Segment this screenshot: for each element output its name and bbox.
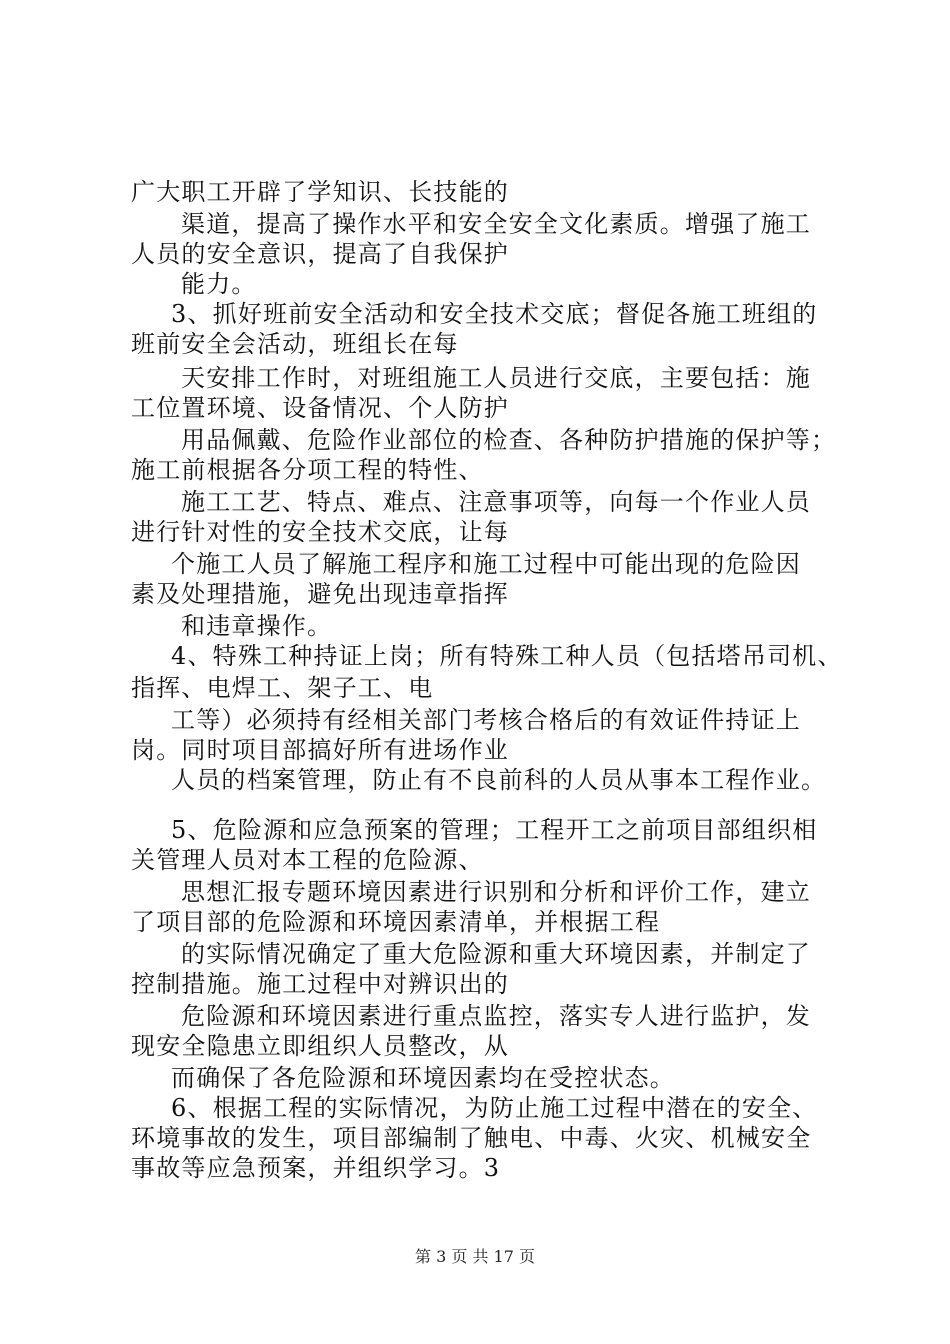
text-line: 班前安全会活动，班组长在每	[131, 330, 459, 358]
text-line: 6、根据工程的实际情况，为防止施工过程中潜在的安全、	[171, 1094, 818, 1122]
text-line: 环境事故的发生，项目部编制了触电、中毒、火灾、机械安全	[131, 1124, 812, 1152]
text-line: 控制措施。施工过程中对辨识出的	[131, 970, 509, 998]
text-line: 4、特殊工种持证上岗；所有特殊工种人员（包括塔吊司机、	[171, 642, 843, 670]
text-line: 而确保了各危险源和环境因素均在受控状态。	[171, 1064, 675, 1092]
page-number-footer: 第 3 页 共 17 页	[415, 1247, 535, 1266]
text-line: 人员的安全意识，提高了自我保护	[131, 240, 509, 268]
text-line: 工等）必须持有经相关部门考核合格后的有效证件持证上	[171, 706, 801, 734]
text-line: 施工工艺、特点、难点、注意事项等，向每一个作业人员	[181, 488, 811, 516]
text-line: 素及处理措施，避免出现违章指挥	[131, 580, 509, 608]
text-line: 5、危险源和应急预案的管理；工程开工之前项目部组织相	[171, 816, 818, 844]
text-line: 能力。	[181, 270, 257, 298]
text-line: 危险源和环境因素进行重点监控，落实专人进行监护，发	[181, 1002, 811, 1030]
text-line: 天安排工作时，对班组施工人员进行交底，主要包括：施	[181, 364, 811, 392]
text-line: 工位置环境、设备情况、个人防护	[131, 394, 509, 422]
text-line: 用品佩戴、危险作业部位的检查、各种防护措施的保护等；	[181, 426, 837, 454]
text-line: 人员的档案管理，防止有不良前科的人员从事本工程作业。	[171, 766, 827, 794]
text-line: 关管理人员对本工程的危险源、	[131, 846, 484, 874]
text-line: 岗。同时项目部搞好所有进场作业	[131, 736, 509, 764]
text-line: 思想汇报专题环境因素进行识别和分析和评价工作，建立	[181, 878, 811, 906]
text-line: 和违章操作。	[181, 612, 333, 640]
text-line: 3、抓好班前安全活动和安全技术交底；督促各施工班组的	[171, 300, 818, 328]
text-line: 进行针对性的安全技术交底，让每	[131, 518, 509, 546]
text-line: 现安全隐患立即组织人员整改，从	[131, 1032, 509, 1060]
text-line: 广大职工开辟了学知识、长技能的	[131, 178, 509, 206]
text-line: 指挥、电焊工、架子工、电	[131, 674, 434, 702]
text-line: 了项目部的危险源和环境因素清单，并根据工程	[131, 908, 661, 936]
text-line: 施工前根据各分项工程的特性、	[131, 456, 484, 484]
text-line: 渠道，提高了操作水平和安全安全文化素质。增强了施工	[181, 210, 811, 238]
text-line: 个施工人员了解施工程序和施工过程中可能出现的危险因	[171, 550, 801, 578]
text-line: 事故等应急预案，并组织学习。3	[131, 1154, 501, 1182]
text-line: 的实际情况确定了重大危险源和重大环境因素，并制定了	[181, 940, 811, 968]
